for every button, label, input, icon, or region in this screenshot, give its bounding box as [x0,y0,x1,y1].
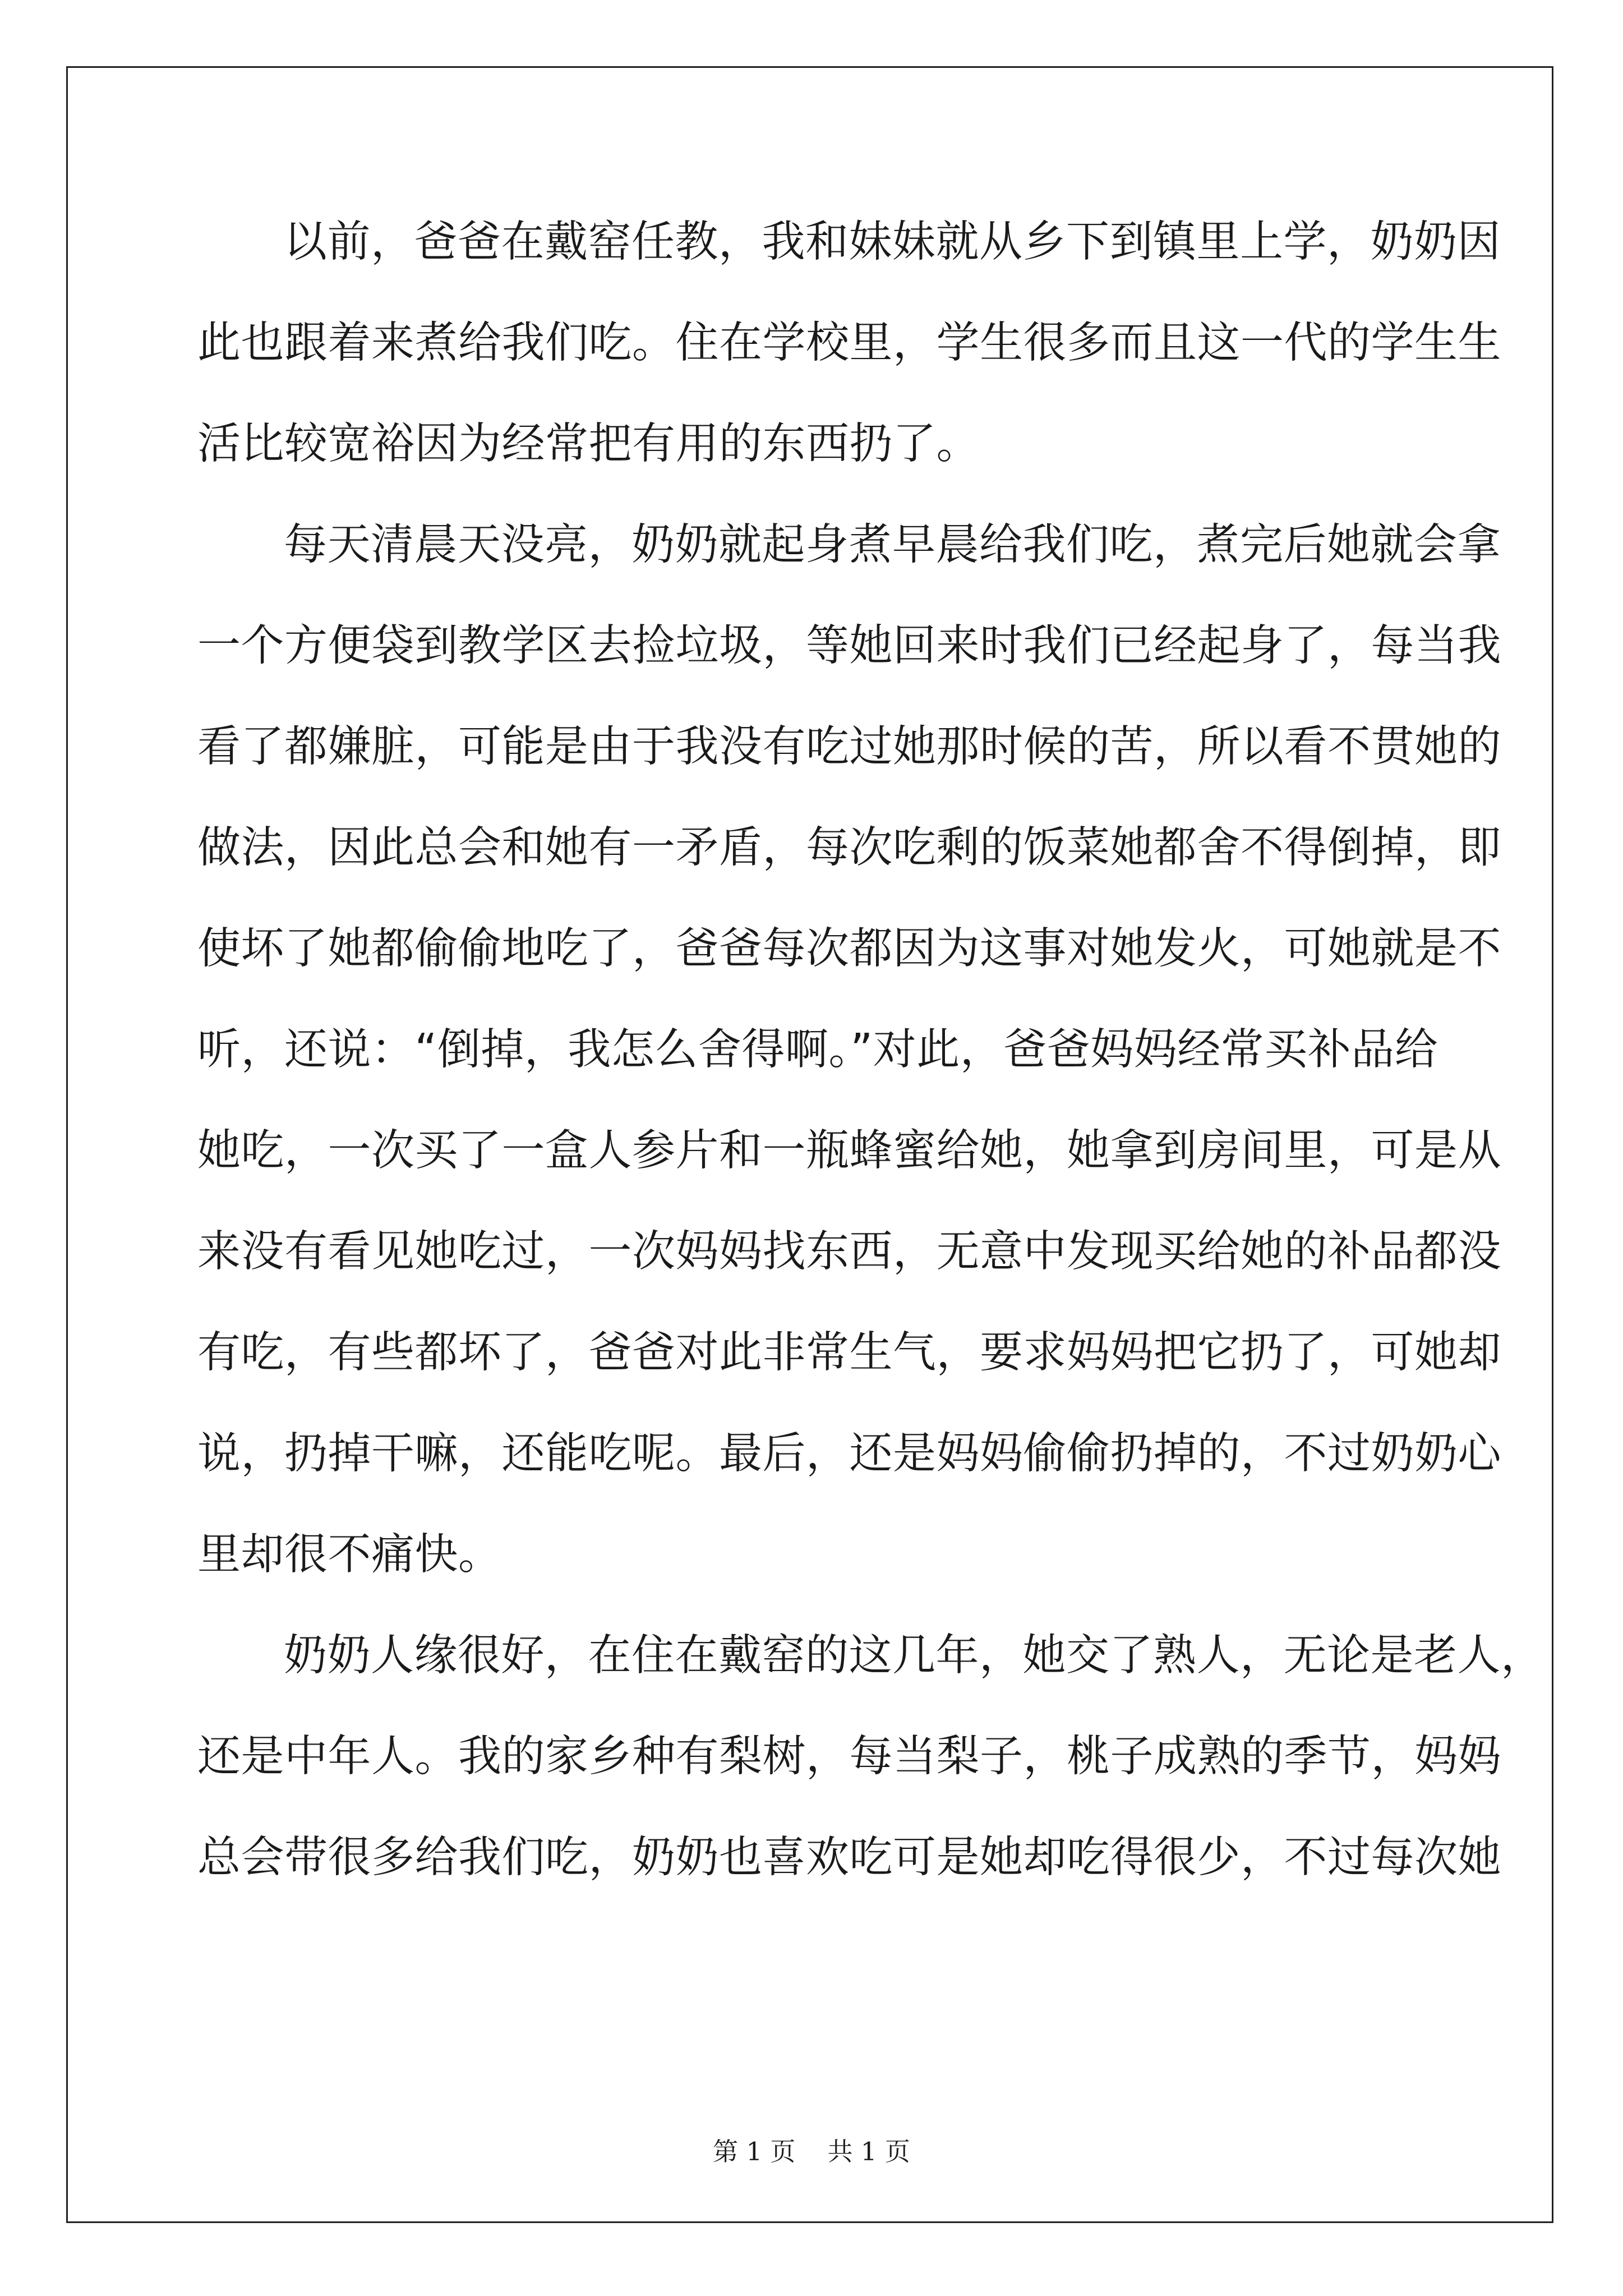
paragraph-1-line-2: 此也跟着来煮给我们吃。住在学校里，学生很多而且这一代的学生生 [197,318,1501,368]
paragraph-2-line-2: 一个方便袋到教学区去捡垃圾，等她回来时我们已经起身了，每当我 [197,621,1501,671]
paragraph-1-line-1: 以前，爸爸在戴窑任教，我和妹妹就从乡下到镇里上学，奶奶因 [284,217,1501,267]
paragraph-2-line-1: 每天清晨天没亮，奶奶就起身煮早晨给我们吃，煮完后她就会拿 [284,520,1501,570]
page-number-footer: 第 1 页 共 1 页 [713,2137,910,2166]
paragraph-2-line-9: 有吃，有些都坏了，爸爸对此非常生气，要求妈妈把它扔了，可她却 [197,1328,1501,1378]
paragraph-2-line-10: 说，扔掉干嘛，还能吃呢。最后，还是妈妈偷偷扔掉的，不过奶奶心 [197,1429,1501,1479]
paragraph-2-line-7: 她吃，一次买了一盒人参片和一瓶蜂蜜给她，她拿到房间里，可是从 [197,1126,1501,1176]
paragraph-1-line-3: 活比较宽裕因为经常把有用的东西扔了。 [197,419,980,469]
paragraph-2-line-3: 看了都嫌脏，可能是由于我没有吃过她那时候的苦，所以看不贯她的 [197,722,1501,772]
paragraph-3-line-3: 总会带很多给我们吃，奶奶也喜欢吃可是她却吃得很少，不过每次她 [197,1833,1501,1883]
paragraph-2-line-8: 来没有看见她吃过，一次妈妈找东西，无意中发现买给她的补品都没 [197,1227,1501,1277]
paragraph-2-line-5: 使坏了她都偷偷地吃了，爸爸每次都因为这事对她发火，可她就是不 [197,924,1501,974]
paragraph-2-line-4: 做法，因此总会和她有一矛盾，每次吃剩的饭菜她都舍不得倒掉，即 [197,823,1501,873]
paragraph-3-line-2: 还是中年人。我的家乡种有梨树，每当梨子，桃子成熟的季节，妈妈 [197,1732,1501,1782]
document-body [197,210,1544,1926]
paragraph-2-line-6: 听，还说：“倒掉，我怎么舍得啊。”对此，爸爸妈妈经常买补品给 [197,1025,1438,1075]
paragraph-3-line-1: 奶奶人缘很好，在住在戴窑的这几年，她交了熟人，无论是老人， [284,1631,1544,1681]
paragraph-2-line-11: 里却很不痛快。 [197,1530,502,1580]
